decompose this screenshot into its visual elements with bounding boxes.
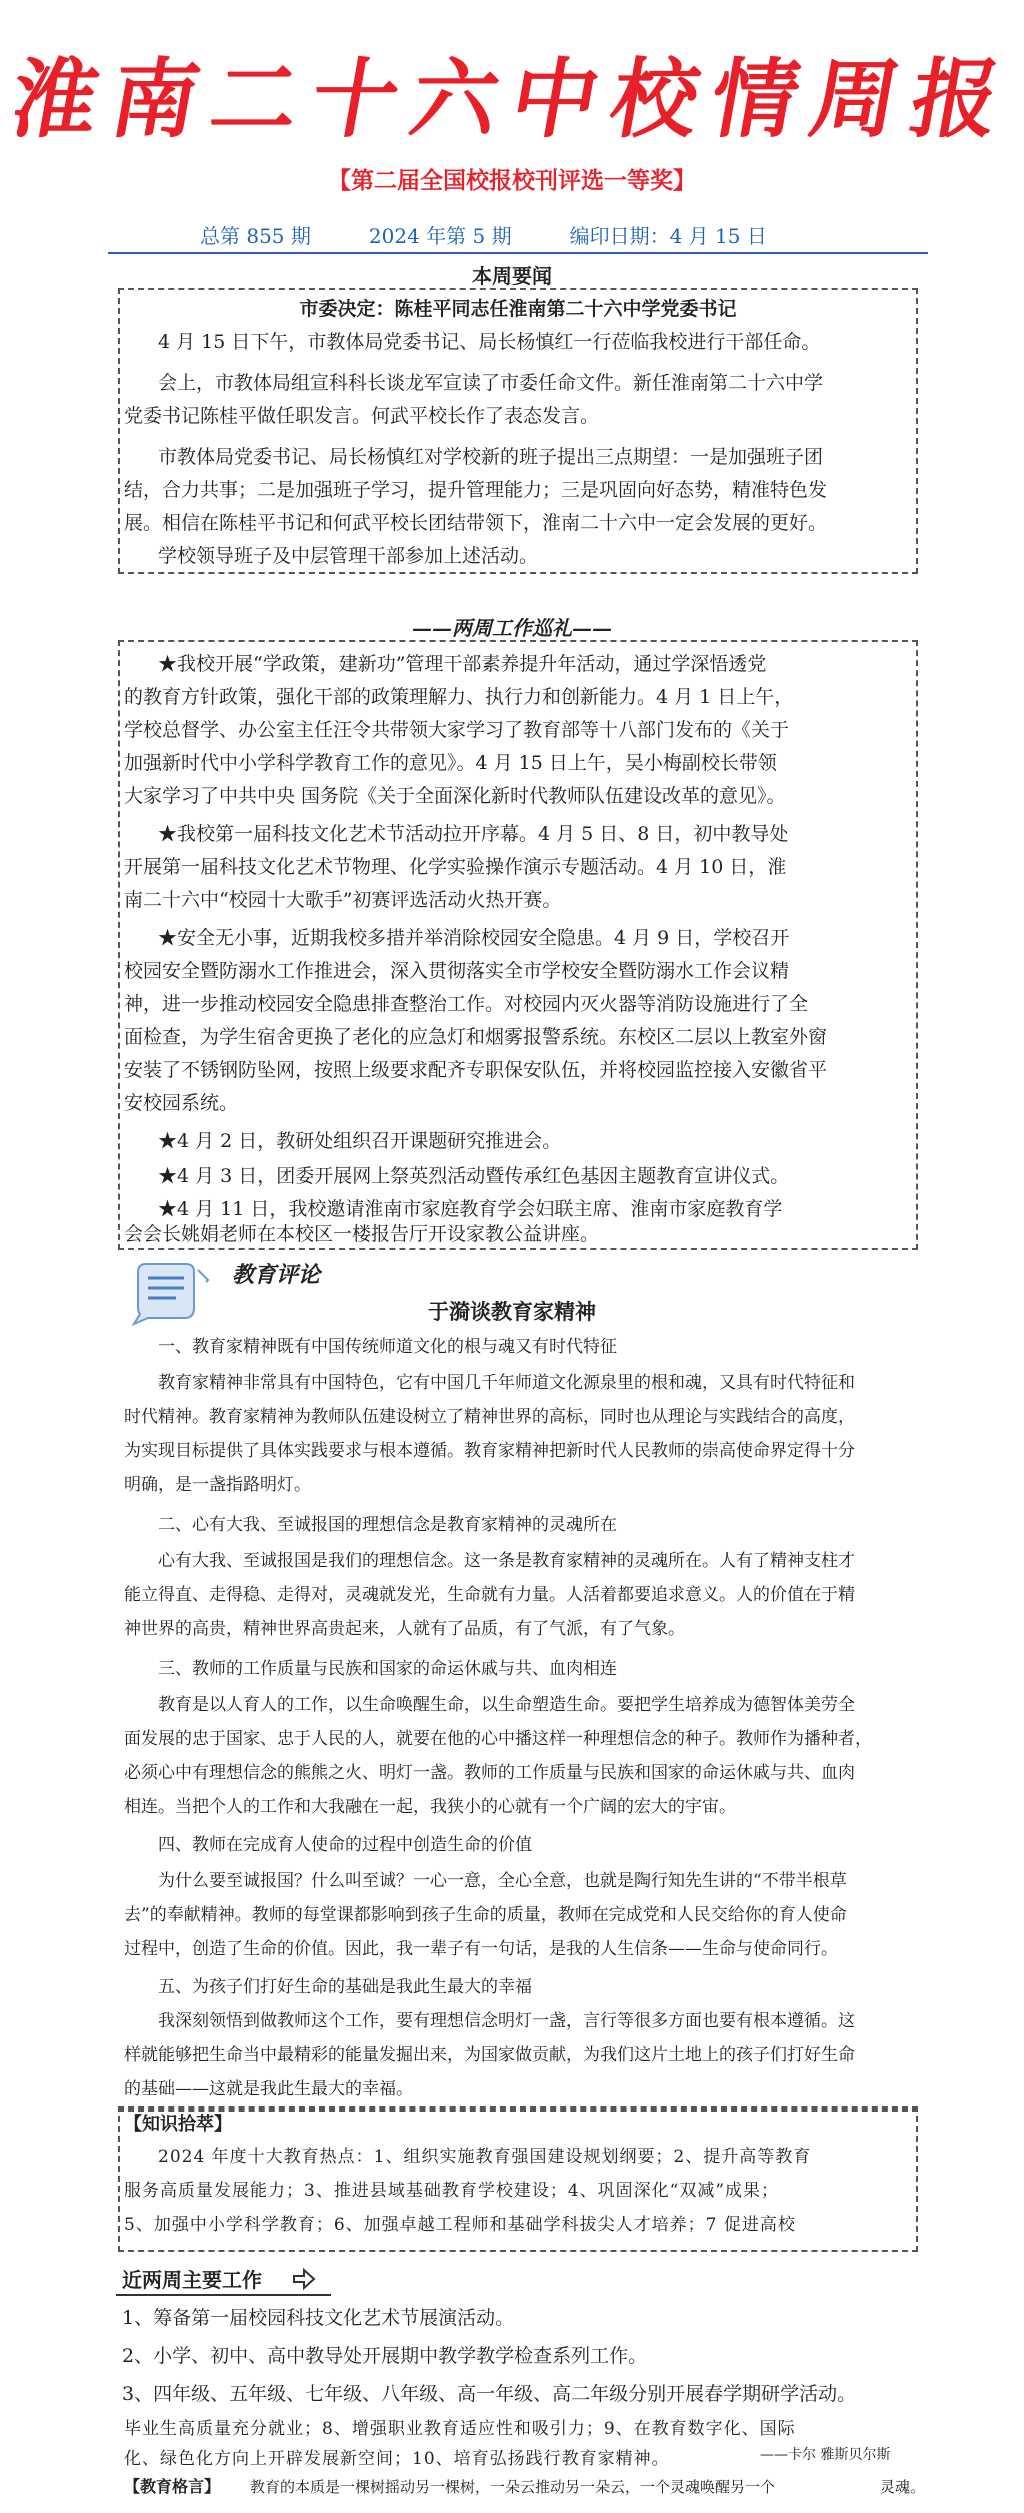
knowledge-line: 5、加强中小学科学教育；6、加强卓越工程师和基础学科拔尖人才培养；7 促进高校	[124, 2215, 796, 2235]
knowledge-line: 毕业生高质量充分就业；8、增强职业教育适应性和吸引力；9、在教育数字化、国际	[124, 2419, 796, 2439]
essay-line: 去”的奉献精神。教师的每堂课都影响到孩子生命的质量，教师在完成党和人民交给你的育人使命	[124, 1905, 847, 1925]
review-line: 开展第一届科技文化艺术节物理、化学实验操作演示专题活动。4 月 10 日，淮	[124, 856, 787, 878]
recent-item: 1、筹备第一届校园科技文化艺术节展演活动。	[122, 2307, 515, 2329]
news-line: 学校领导班子及中层管理干部参加上述活动。	[158, 545, 539, 567]
masthead-title: 淮南二十六中校情周报	[3, 50, 1021, 150]
recent-underline	[116, 2294, 331, 2296]
essay-line: 神世界的高贵，精神世界高贵起来，人就有了品质，有了气派，有了气象。	[124, 1619, 685, 1639]
review-line: ★4 月 2 日，教研处组织召开课题研究推进会。	[158, 1130, 562, 1152]
review-line: 学校总督学、办公室主任汪令共带领大家学习了教育部等十八部门发布的《关于	[124, 719, 790, 741]
essay-line: 心有大我、至诚报国是我们的理想信念。这一条是教育家精神的灵魂所在。人有了精神支柱才	[158, 1551, 855, 1571]
motto-title: 【教育格言】	[124, 2477, 221, 2496]
essay-line: 必须心中有理想信念的熊熊之火、明灯一盏。教师的工作质量与民族和国家的命运休戚与共、血肉	[124, 1763, 855, 1783]
knowledge-line: 服务高质量发展能力；3、推进县域基础教育学校建设；4、巩固深化“双减”成果；	[124, 2181, 780, 2201]
motto-line: 灵魂。	[880, 2478, 926, 2496]
news-line: 展。相信在陈桂平书记和何武平校长团结带领下，淮南二十六中一定会发展的更好。	[124, 512, 828, 534]
news-line: 4 月 15 日下午，市教体局党委书记、局长杨慎红一行莅临我校进行干部任命。	[158, 331, 821, 353]
issue-info	[200, 220, 900, 249]
issue-total: 总第 855 期	[200, 224, 311, 248]
essay-line: 明确，是一盏指路明灯。	[124, 1475, 311, 1495]
review-line: ★我校第一届科技文化艺术节活动拉开序幕。4 月 5 日、8 日，初中教导处	[158, 823, 789, 845]
essay-line: 过程中，创造了生命的价值。因此，我一辈子有一句话，是我的人生信条——生命与使命同行。	[124, 1939, 838, 1959]
review-line: 会会长姚娟老师在本校区一楼报告厅开设家教公益讲座。	[124, 1223, 600, 1245]
essay-line: 的基础——这就是我此生最大的幸福。	[124, 2079, 413, 2099]
review-section-title: ——两周工作巡礼——	[412, 616, 612, 640]
essay-line: 面发展的忠于国家、忠于人民的人，就要在他的心中播这样一种理想信念的种子。教师作为播种者，	[124, 1729, 872, 1749]
issue-print-date: 编印日期：4 月 15 日	[569, 224, 767, 248]
review-line: ★我校开展“学政策，建新功”管理干部素养提升年活动，通过学深悟透党	[158, 653, 767, 675]
news-line: 党委书记陈桂平做任职发言。何武平校长作了表态发言。	[124, 405, 600, 427]
review-line: ★4 月 11 日，我校邀请淮南市家庭教育学会妇联主席、淮南市家庭教育学	[158, 1198, 783, 1220]
review-line: 南二十六中“校园十大歌手”初赛评选活动火热开赛。	[124, 889, 562, 911]
essay-line: 教育是以人育人的工作，以生命唤醒生命，以生命塑造生命。要把学生培养成为德智体美劳全	[158, 1695, 855, 1715]
issue-year: 2024 年第 5 期	[368, 224, 512, 248]
knowledge-line: 2024 年度十大教育热点：1、组织实施教育强国建设规划纲要；2、提升高等教育	[158, 2147, 812, 2167]
essay-line: 四、教师在完成育人使命的过程中创造生命的价值	[158, 1835, 532, 1855]
arrow-right-icon	[292, 2268, 316, 2290]
recent-item: 3、四年级、五年级、七年级、八年级、高一年级、高二年级分别开展春学期研学活动。	[122, 2383, 857, 2405]
review-line: 面检查，为学生宿舍更换了老化的应急灯和烟雾报警系统。东校区二层以上教室外窗	[124, 1026, 828, 1048]
masthead	[0, 40, 1024, 160]
review-line: 安装了不锈钢防坠网，按照上级要求配齐专职保安队伍，并将校园监控接入安徽省平	[124, 1059, 828, 1081]
review-line: 校园安全暨防溺水工作推进会，深入贯彻落实全市学校安全暨防溺水工作会议精	[124, 960, 790, 982]
review-line: ★安全无小事，近期我校多措并举消除校园安全隐患。4 月 9 日，学校召开	[158, 927, 790, 949]
review-line: 加强新时代中小学科学教育工作的意见》。4 月 15 日上午，吴小梅副校长带领	[124, 752, 777, 774]
review-line: 安校园系统。	[124, 1092, 239, 1114]
essay-line: 时代精神。教育家精神为教师队伍建设树立了精神世界的高标，同时也从理论与实践结合的高度，	[124, 1407, 855, 1427]
award-line: 【第二届全国校报校刊评选一等奖】	[328, 168, 696, 194]
essay-line: 为什么要至诚报国？什么叫至诚？一心一意，全心全意，也就是陶行知先生讲的“不带半根草	[158, 1871, 847, 1891]
essay-title: 于漪谈教育家精神	[428, 1299, 596, 1324]
essay-line: 为实现目标提供了具体实践要求与根本遵循。教育家精神把新时代人民教师的崇高使命界定得十分	[124, 1441, 855, 1461]
essay-label: 教育评论	[232, 1262, 321, 1288]
news-section-title: 本周要闻	[472, 264, 552, 288]
essay-line: 相连。当把个人的工作和大我融在一起，我狭小的心就有一个广阔的宏大的宇宙。	[124, 1797, 736, 1817]
essay-line: 一、教育家精神既有中国传统师道文化的根与魂又有时代特征	[158, 1337, 617, 1357]
news-line: 会上，市教体局组宣科科长谈龙军宣读了市委任命文件。新任淮南第二十六中学	[158, 372, 824, 394]
review-line: 的教育方针政策，强化干部的政策理解力、执行力和创新能力。4 月 1 日上午，	[124, 686, 794, 708]
review-line: 大家学习了中共中央 国务院《关于全面深化新时代教师队伍建设改革的意见》。	[124, 785, 786, 807]
motto-author: ——卡尔 雅斯贝尔斯	[760, 2447, 891, 2463]
knowledge-line: 化、绿色化方向上开辟发展新空间；10、培育弘扬践行教育家精神。	[124, 2449, 670, 2469]
news-headline: 市委决定：陈桂平同志任淮南第二十六中学党委书记	[299, 298, 737, 320]
review-line: ★4 月 3 日，团委开展网上祭英烈活动暨传承红色基因主题教育宣讲仪式。	[158, 1165, 790, 1187]
essay-line: 二、心有大我、至诚报国的理想信念是教育家精神的灵魂所在	[158, 1515, 617, 1535]
recent-item: 2、小学、初中、高中教导处开展期中教学教学检查系列工作。	[122, 2345, 648, 2367]
news-line: 市教体局党委书记、局长杨慎红对学校新的班子提出三点期望：一是加强班子团	[158, 446, 824, 468]
review-line: 神，进一步推动校园安全隐患排查整治工作。对校园内灭火器等消防设施进行了全	[124, 993, 809, 1015]
knowledge-title: 【知识拾萃】	[124, 2114, 232, 2135]
essay-line: 我深刻领悟到做教师这个工作，要有理想信念明灯一盏，言行等很多方面也要有根本遵循。这	[158, 2011, 855, 2031]
news-line: 结，合力共事；二是加强班子学习，提升管理能力；三是巩固向好态势，精准特色发	[124, 479, 828, 501]
essay-line: 三、教师的工作质量与民族和国家的命运休戚与共、血肉相连	[158, 1659, 617, 1679]
essay-line: 教育家精神非常具有中国特色，它有中国几千年师道文化源泉里的根和魂，又具有时代特征和	[158, 1373, 855, 1393]
essay-line: 五、为孩子们打好生命的基础是我此生最大的幸福	[158, 1977, 532, 1997]
header-divider	[108, 252, 928, 254]
essay-line: 能立得直、走得稳、走得对，灵魂就发光，生命就有力量。人活着都要追求意义。人的价值在于精	[124, 1585, 855, 1605]
essay-line: 样就能够把生命当中最精彩的能量发掘出来，为国家做贡献，为我们这片土地上的孩子们打好生命	[124, 2045, 855, 2065]
recent-title: 近两周主要工作	[122, 2268, 262, 2292]
motto-line: 教育的本质是一棵树摇动另一棵树，一朵云推动另一朵云，一个灵魂唤醒另一个	[250, 2478, 776, 2496]
